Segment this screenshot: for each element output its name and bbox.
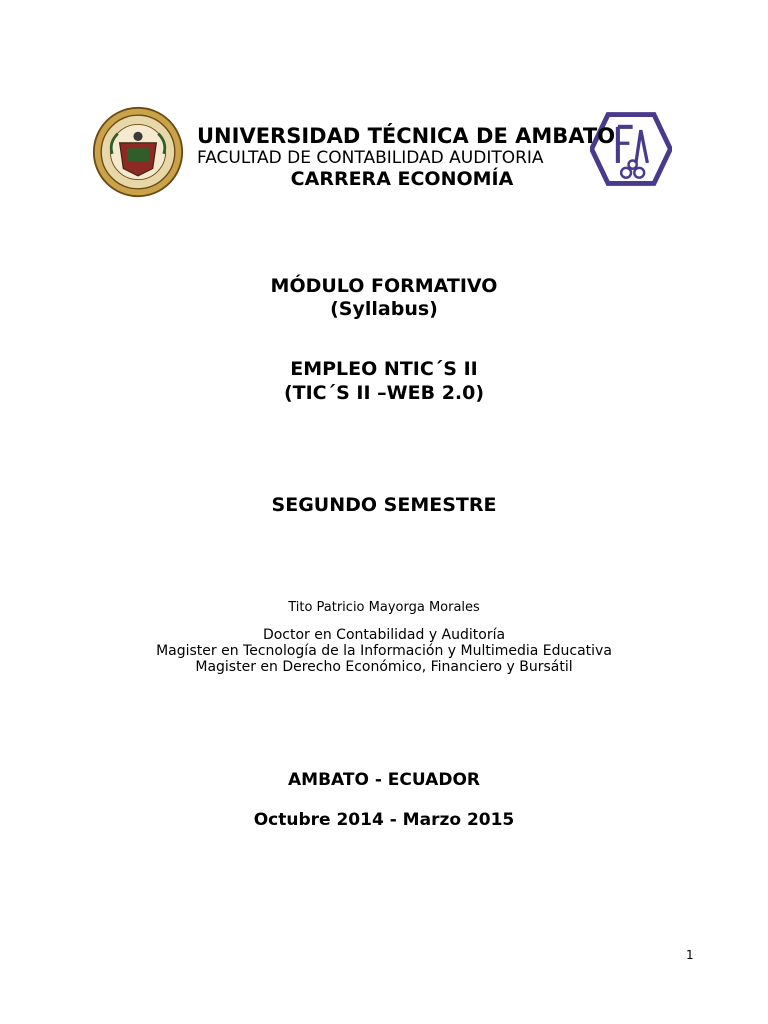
author-degree: Magister en Tecnología de la Información y Multimedia Educativa: [156, 643, 612, 659]
semester: SEGUNDO SEMESTRE: [271, 494, 497, 516]
module-subtitle: (Syllabus): [330, 298, 438, 320]
author-degree: Magister en Derecho Económico, Financiero y Bursátil: [195, 659, 573, 675]
subject-name: EMPLEO NTIC´S II: [290, 358, 478, 380]
module-title: MÓDULO FORMATIVO: [270, 275, 498, 297]
location: AMBATO - ECUADOR: [288, 770, 480, 790]
faculty-name: FACULTAD DE CONTABILIDAD AUDITORIA: [197, 148, 544, 168]
author-degree: Doctor en Contabilidad y Auditoría: [262, 627, 506, 643]
page-number: 1: [686, 948, 694, 962]
university-name: UNIVERSIDAD TÉCNICA DE AMBATO: [197, 124, 616, 148]
author-name: Tito Patricio Mayorga Morales: [288, 600, 480, 615]
period: Octubre 2014 - Marzo 2015: [253, 810, 515, 830]
career-name: CARRERA ECONOMÍA: [290, 168, 514, 190]
subject-detail: (TIC´S II –WEB 2.0): [283, 382, 485, 404]
